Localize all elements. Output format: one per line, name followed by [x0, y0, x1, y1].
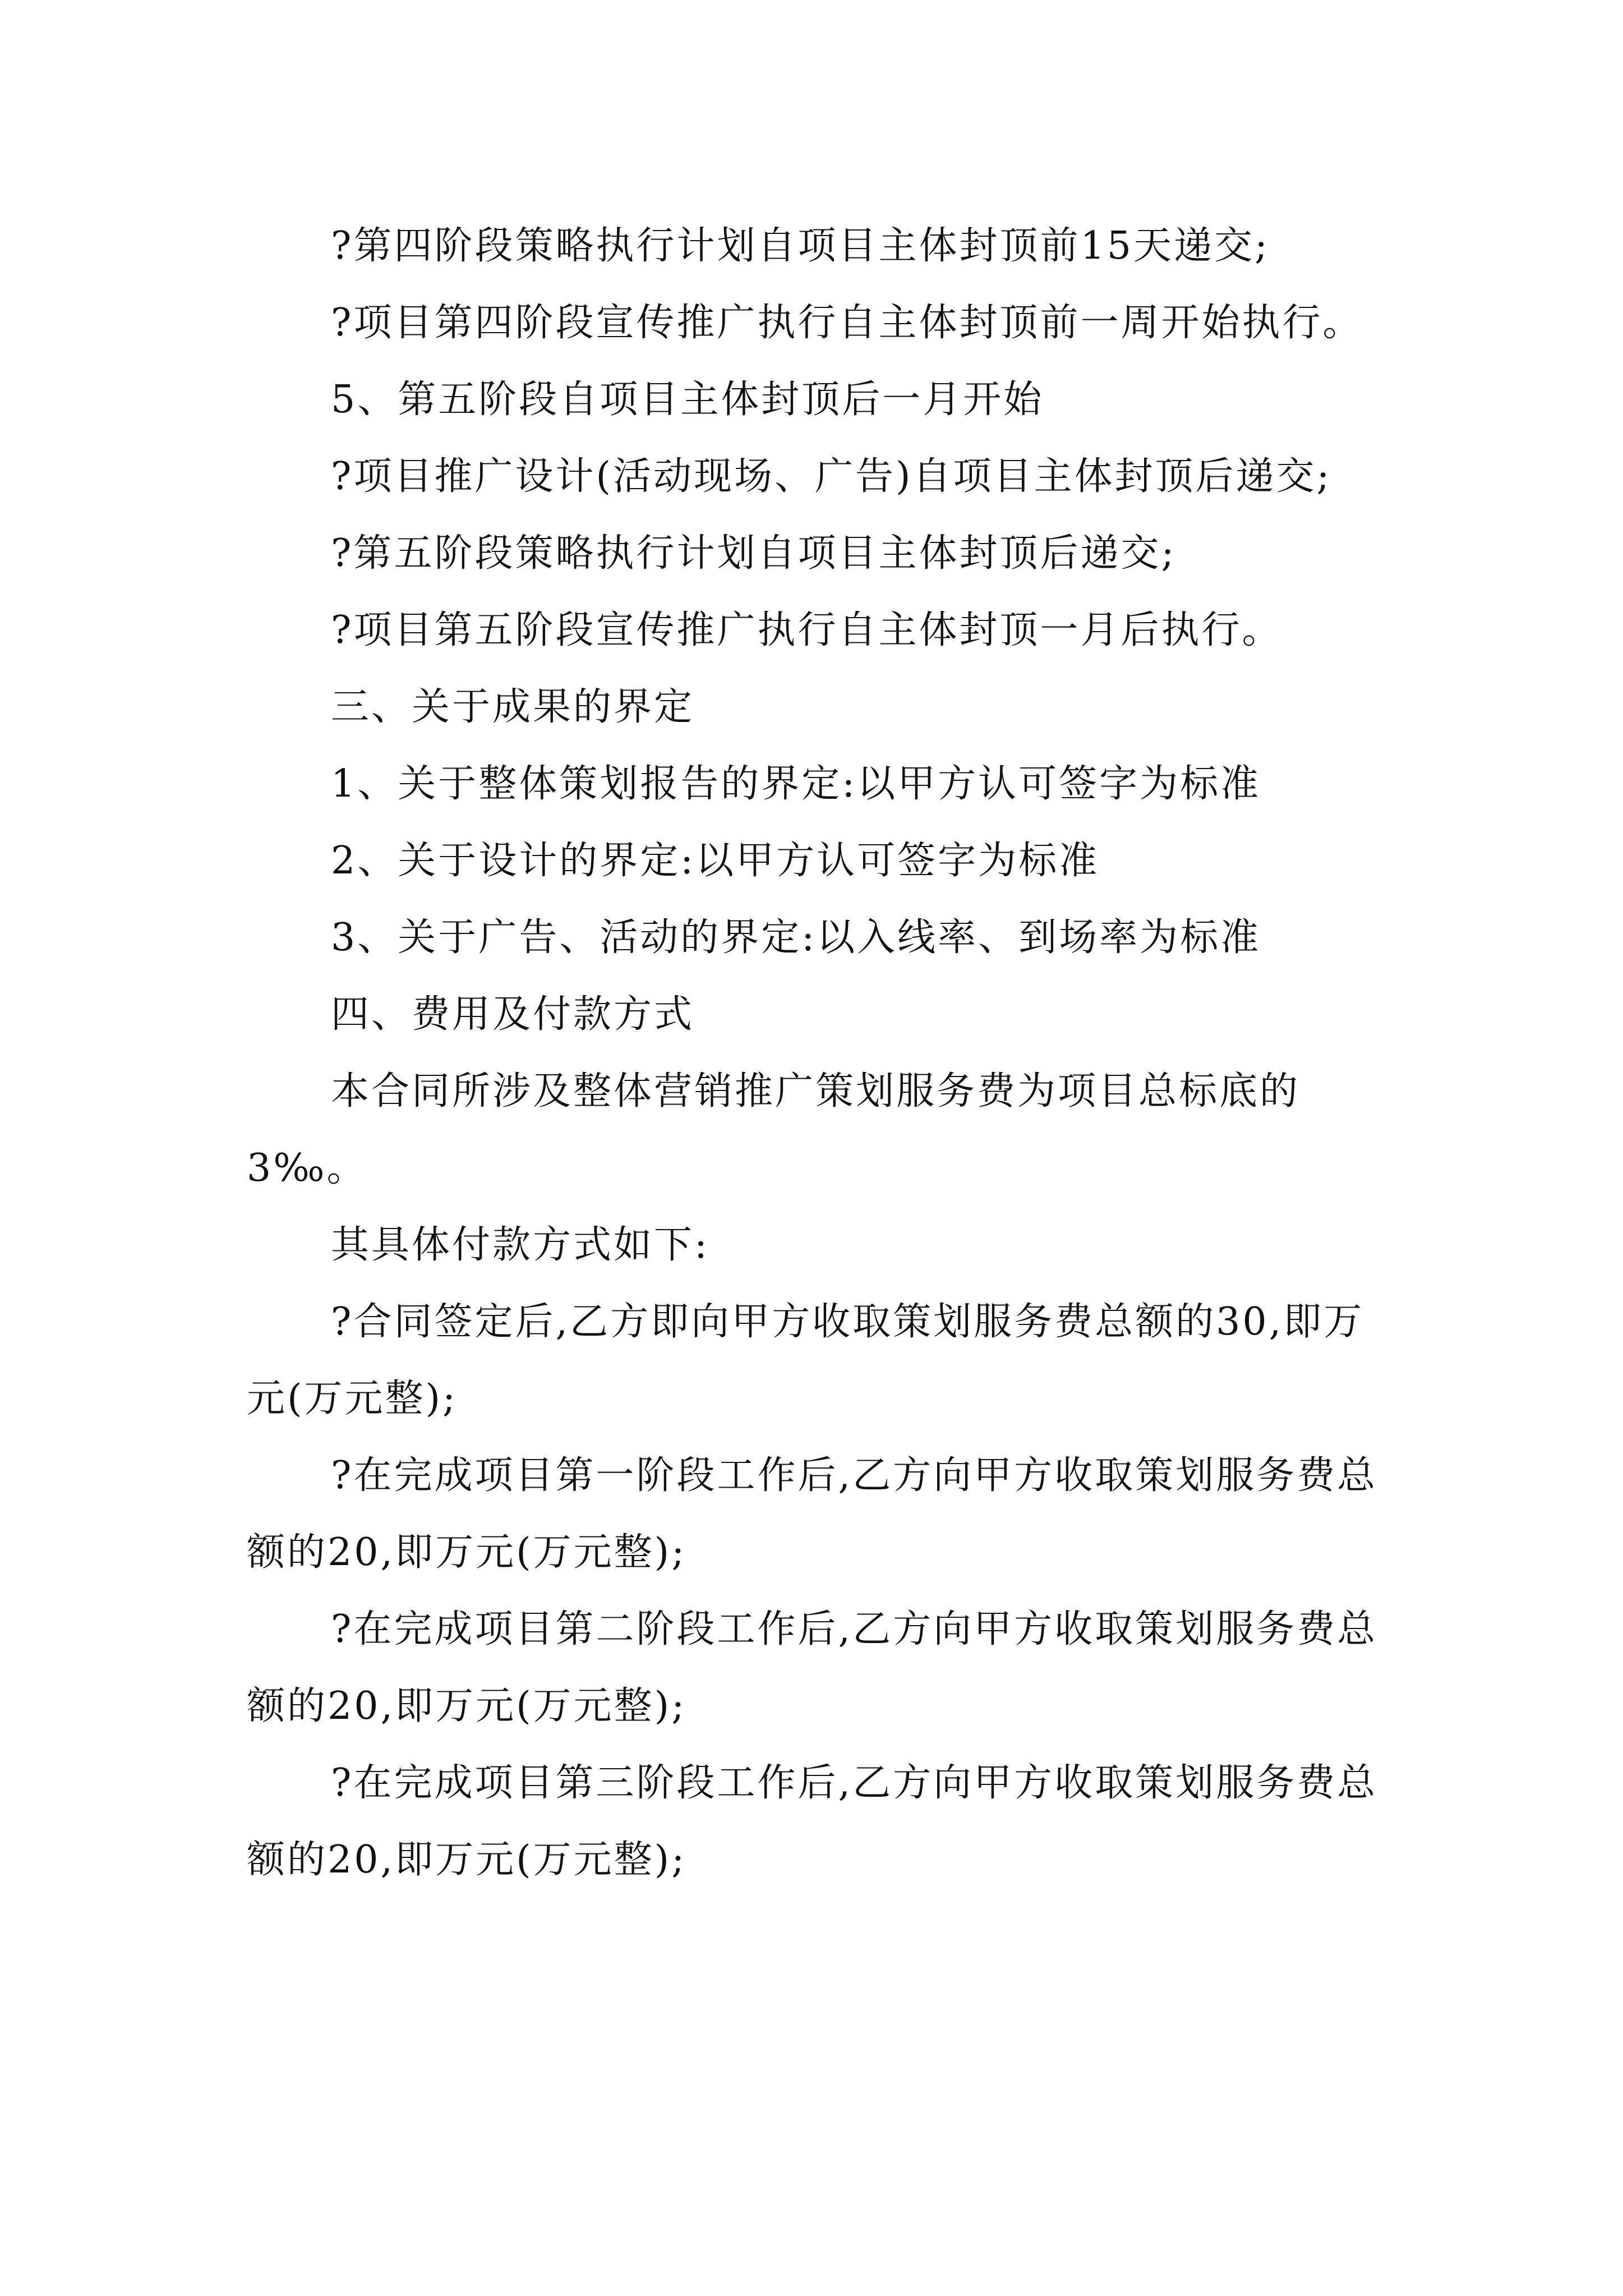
- paragraph: ?在完成项目第一阶段工作后,乙方向甲方收取策划服务费总额的20,即万元(万元整);: [247, 1453, 1378, 1575]
- section-heading: 5、第五阶段自项目主体封顶后一月开始: [331, 378, 1044, 422]
- paragraph: 3、关于广告、活动的界定:以入线率、到场率为标准: [331, 915, 1261, 960]
- paragraph: ?第五阶段策略执行计划自项目主体封顶后递交;: [331, 531, 1177, 576]
- paragraph: ?项目推广设计(活动现场、广告)自项目主体封顶后递交;: [331, 454, 1332, 499]
- paragraph: ?合同签定后,乙方即向甲方收取策划服务费总额的30,即万元(万元整);: [247, 1300, 1364, 1421]
- paragraph: ?在完成项目第二阶段工作后,乙方向甲方收取策划服务费总额的20,即万元(万元整);: [247, 1607, 1378, 1728]
- section-heading: 四、费用及付款方式: [331, 992, 695, 1037]
- paragraph: ?第四阶段策略执行计划自项目主体封顶前15天递交;: [331, 224, 1270, 268]
- paragraph: 本合同所涉及整体营销推广策划服务费为项目总标底的3‰。: [247, 1069, 1301, 1190]
- document-body: [247, 208, 1380, 1898]
- paragraph: ?项目第五阶段宣传推广执行自主体封顶一月后执行。: [331, 608, 1283, 652]
- paragraph: 2、关于设计的界定:以甲方认可签字为标准: [331, 839, 1100, 883]
- section-heading: 三、关于成果的界定: [331, 685, 695, 729]
- paragraph: 1、关于整体策划报告的界定:以甲方认可签字为标准: [331, 762, 1261, 806]
- paragraph: ?项目第四阶段宣传推广执行自主体封顶前一周开始执行。: [331, 301, 1363, 345]
- paragraph: ?在完成项目第三阶段工作后,乙方向甲方收取策划服务费总额的20,即万元(万元整);: [247, 1761, 1378, 1882]
- paragraph: 其具体付款方式如下:: [331, 1223, 709, 1267]
